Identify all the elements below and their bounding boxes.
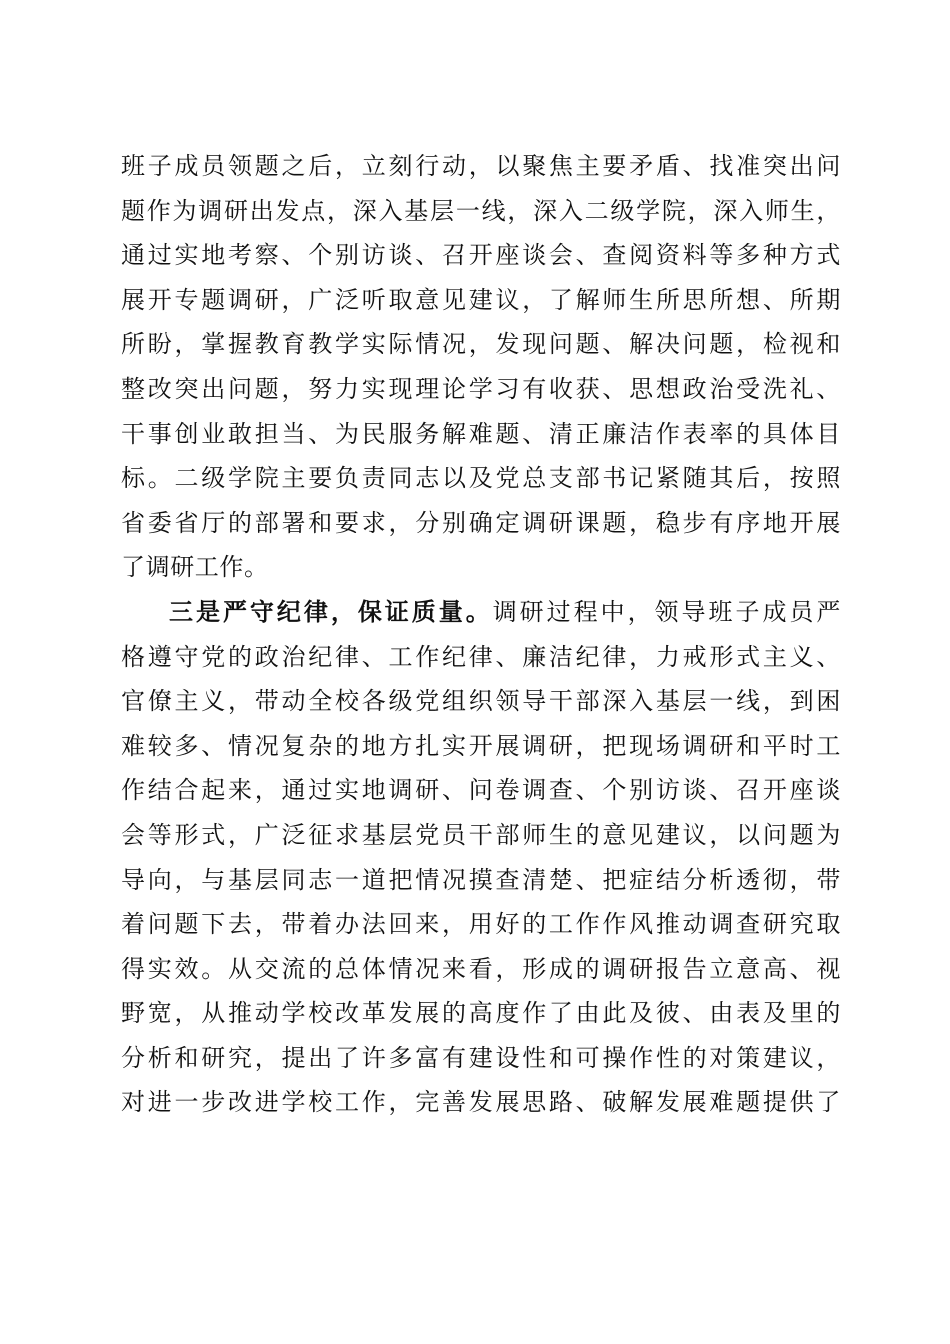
text-line: 难较多、情况复杂的地方扎实开展调研，把现场调研和平时工 [121,731,841,760]
text-line: 题作为调研出发点，深入基层一线，深入二级学院，深入师生， [121,196,841,225]
text-line: 展开专题调研，广泛听取意见建议，了解师生所思所想、所期 [121,285,841,314]
paragraph-1 [121,144,841,590]
text-line: 标。二级学院主要负责同志以及党总支部书记紧随其后，按照 [121,464,841,493]
text-line: 整改突出问题，努力实现理论学习有收获、思想政治受洗礼、 [121,374,841,403]
text-line: 了调研工作。 [121,553,269,582]
text-line: 对进一步改进学校工作，完善发展思路、破解发展难题提供了 [121,1088,841,1117]
text-line: 野宽，从推动学校改革发展的高度作了由此及彼、由表及里的 [121,999,841,1028]
body-text [121,144,841,1125]
text-line: 官僚主义，带动全校各级党组织领导干部深入基层一线，到困 [121,687,841,716]
text-line: 会等形式，广泛征求基层党员干部师生的意见建议，以问题为 [121,820,841,849]
text-line: 干事创业敢担当、为民服务解难题、清正廉洁作表率的具体目 [121,419,841,448]
paragraph-lead-heading: 三是严守纪律，保证质量。 [169,596,493,626]
text-line: 班子成员领题之后，立刻行动，以聚焦主要矛盾、找准突出问 [121,152,841,180]
text-line: 得实效。从交流的总体情况来看，形成的调研报告立意高、视 [121,954,841,983]
text-line: 所盼，掌握教育教学实际情况，发现问题、解决问题，检视和 [121,330,841,359]
text-line-first [121,590,841,635]
paragraph-2 [121,590,841,1125]
text-line: 省委省厅的部署和要求，分别确定调研课题，稳步有序地开展 [121,508,841,537]
text-line: 作结合起来，通过实地调研、问卷调查、个别访谈、召开座谈 [121,776,841,805]
text-line: 导向，与基层同志一道把情况摸查清楚、把症结分析透彻，带 [121,865,841,894]
first-line-rest: 调研过程中，领导班子成员严 [492,597,841,626]
text-line: 通过实地考察、个别访谈、召开座谈会、查阅资料等多种方式 [121,241,841,270]
text-line: 格遵守党的政治纪律、工作纪律、廉洁纪律，力戒形式主义、 [121,642,841,671]
text-line: 分析和研究，提出了许多富有建设性和可操作性的对策建议， [121,1043,841,1072]
text-line: 着问题下去，带着办法回来，用好的工作作风推动调查研究取 [121,910,841,939]
